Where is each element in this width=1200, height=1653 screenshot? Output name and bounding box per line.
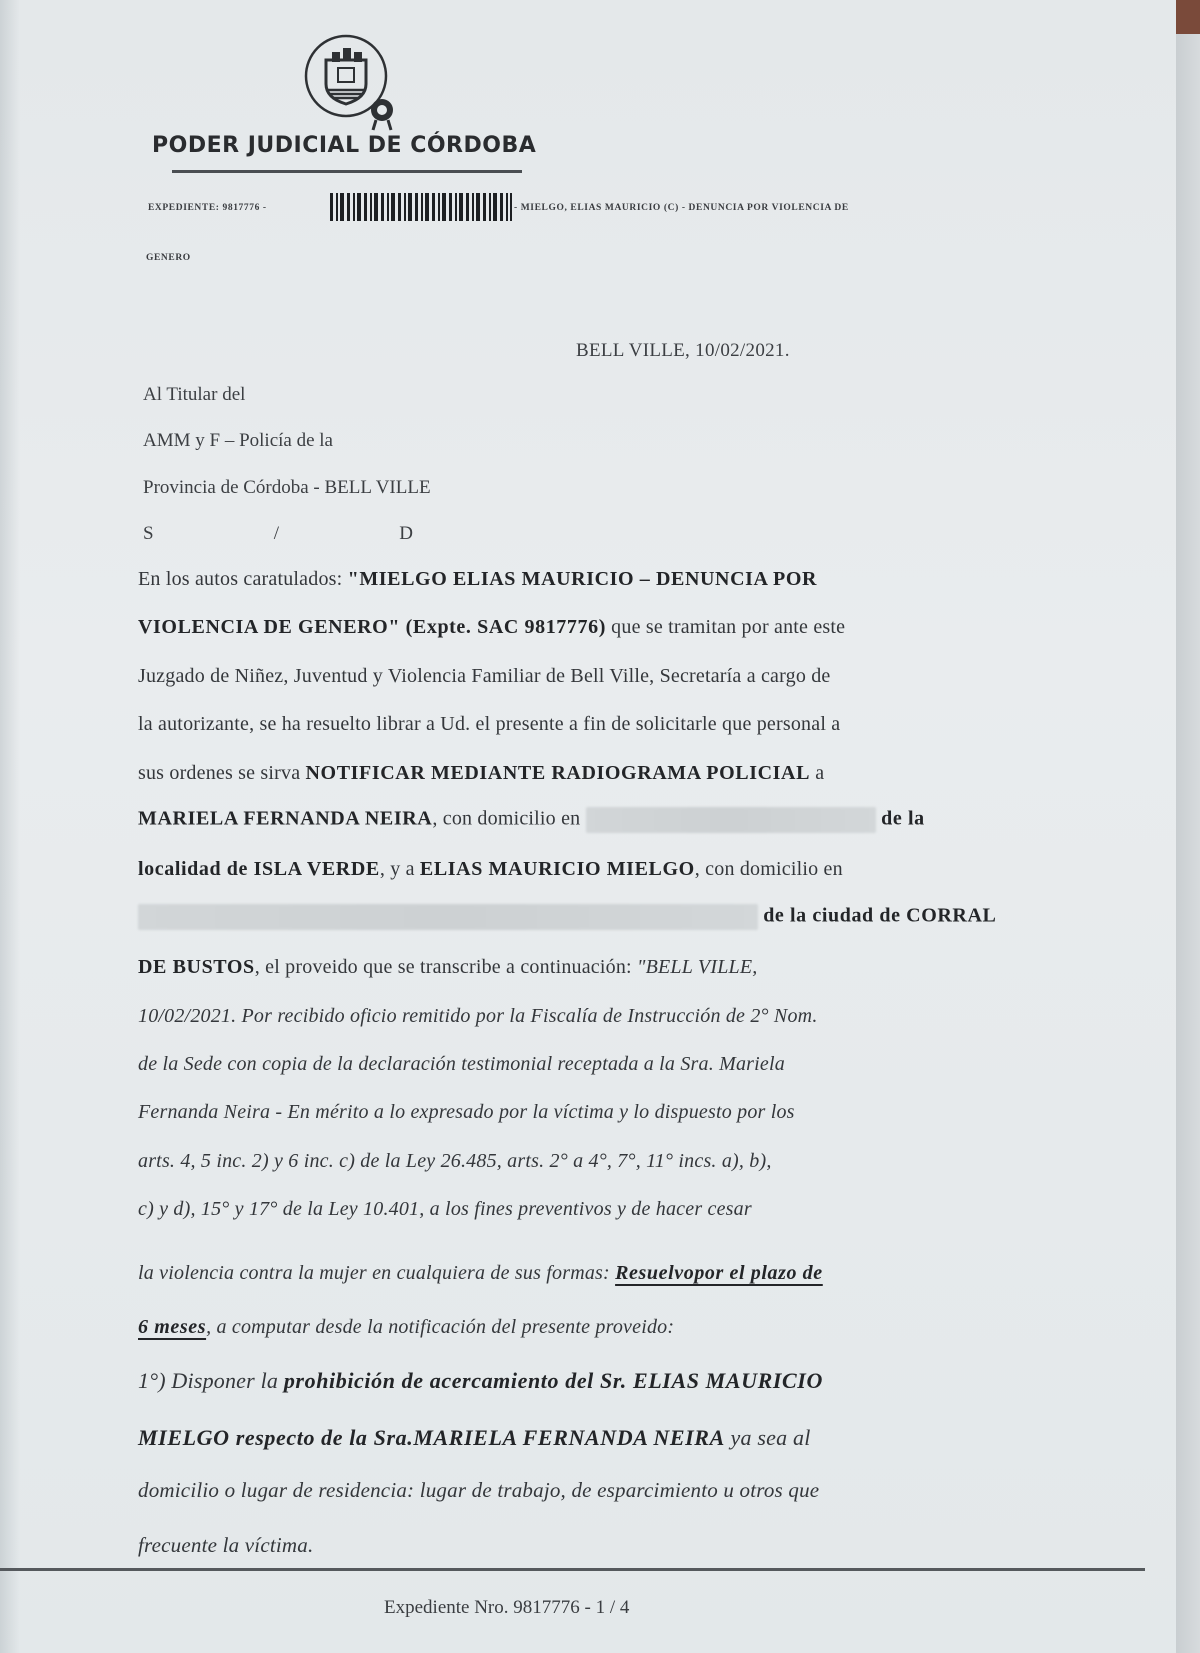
header-rule [172,170,522,173]
sd-s: S [143,523,154,544]
redacted-address [138,904,758,930]
page-shadow [0,0,20,1653]
body-line-7 [138,858,843,881]
expediente-label: EXPEDIENTE: 9817776 - [148,203,267,213]
text: , a computar desde la notificación del presente proveido: [206,1316,675,1338]
page-edge [1176,0,1200,1653]
body-line-12: Fernanda Neira - En mérito a lo expresado por la víctima y lo dispuesto por los [138,1101,795,1123]
restraining-order: prohibición de acercamiento del Sr. ELIAS MAURICIO [283,1368,823,1393]
body-line-8 [138,904,996,930]
text: , con domicilio en [432,807,586,830]
body-line-1 [138,568,817,591]
expediente-caption-cont: GENERO [146,253,191,263]
body-line-3: Juzgado de Niñez, Juventud y Violencia Familiar de Bell Ville, Secretaría a cargo de [138,665,831,687]
city: de la ciudad de CORRAL [763,904,997,927]
body-line-19: domicilio o lugar de residencia: lugar de trabajo, de esparcimiento u otros que [138,1478,820,1502]
notification-instruction: NOTIFICAR MEDIANTE RADIOGRAMA POLICIAL [305,762,811,784]
body-line-4: la autorizante, se ha resuelto librar a Ud. el presente a fin de solicitarle que personal a [138,713,841,735]
resolution-term: Resuelvopor el plazo de [615,1262,823,1284]
text: , con domicilio en [694,858,843,880]
text: , el proveido que se transcribe a continuación: [254,956,637,978]
text: a [810,762,825,784]
footer-rule [0,1568,1145,1571]
addressee-line-2: AMM y F – Policía de la [143,430,333,451]
body-line-5 [138,762,824,785]
person-name: ELIAS MAURICIO MIELGO [419,858,695,880]
su-despacho [143,523,413,545]
body-line-10: 10/02/2021. Por recibido oficio remitido por la Fiscalía de Instrucción de 2° Nom. [138,1005,818,1027]
redacted-address [586,807,876,833]
coat-of-arms-seal-icon [298,30,402,134]
quote-start: "BELL VILLE, [637,956,758,978]
text: sus ordenes se sirva [138,762,306,784]
place-date: BELL VILLE, 10/02/2021. [576,340,790,361]
body-line-20: frecuente la víctima. [138,1533,314,1557]
text: ya sea al [724,1425,811,1450]
addressee-line-1: Al Titular del [143,384,246,405]
text: , y a [379,858,420,880]
text: En los autos caratulados: [138,568,348,590]
restraining-order-cont: MIELGO respecto de la Sra.MARIELA FERNANDA NEIRA [138,1425,725,1450]
text: que se tramitan por ante este [605,616,846,638]
sd-d: D [399,523,413,544]
case-title-cont: VIOLENCIA DE GENERO" (Expte. SAC 9817776) [138,616,606,638]
body-line-2 [138,616,845,639]
text: la violencia contra la mujer en cualquiera de sus formas: [138,1262,616,1284]
locality: localidad de ISLA VERDE [138,858,380,880]
body-line-13: arts. 4, 5 inc. 2) y 6 inc. c) de la Ley 26.485, arts. 2° a 4°, 7°, 11° incs. a), b), [138,1150,772,1172]
resolution-period: 6 meses [138,1316,207,1338]
text: 1°) Disponer la [138,1368,284,1393]
body-line-15 [138,1262,823,1285]
body-line-14: c) y d), 15° y 17° de la Ley 10.401, a los fines preventivos y de hacer cesar [138,1198,752,1220]
barcode [330,193,512,221]
page-footer: Expediente Nro. 9817776 - 1 / 4 [384,1597,630,1618]
body-line-6 [138,807,925,833]
city-cont: DE BUSTOS [138,956,255,978]
body-line-11: de la Sede con copia de la declaración testimonial receptada a la Sra. Mariela [138,1053,785,1075]
organization-name: PODER JUDICIAL DE CÓRDOBA [152,133,537,158]
background-surface [1176,0,1200,34]
case-title: "MIELGO ELIAS MAURICIO – DENUNCIA POR [347,568,818,590]
body-line-9 [138,956,757,979]
body-line-17 [138,1368,823,1394]
addressee-line-3: Provincia de Córdoba - BELL VILLE [143,477,431,498]
person-name: MARIELA FERNANDA NEIRA [138,807,433,830]
sd-slash: / [273,523,280,544]
body-line-18 [138,1425,811,1451]
text: de la [875,807,925,830]
expediente-caption: - MIELGO, ELIAS MAURICIO (C) - DENUNCIA POR VIOLENCIA DE [514,203,849,213]
body-line-16 [138,1316,674,1339]
